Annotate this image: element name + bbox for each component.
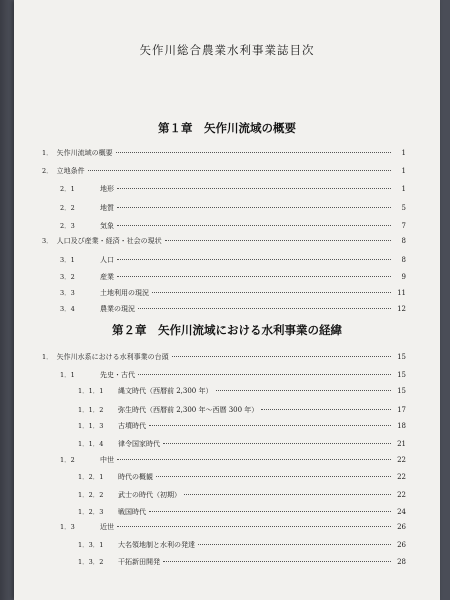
toc-entry-number: 3．2: [60, 273, 75, 281]
chapter-1-heading: 第１章 矢作川流域の概要: [158, 121, 296, 135]
toc-entry-label: 気象: [100, 222, 114, 230]
toc-entry-label: 戦国時代: [118, 508, 146, 516]
toc-entry-label: 干拓新田開発: [118, 558, 160, 566]
dot-leader: [149, 511, 391, 512]
toc-entry-number: 1．1: [60, 371, 75, 379]
toc-entry-number: 2．1: [60, 185, 75, 193]
toc-entry-label: 弥生時代（西暦前 2,300 年～西暦 300 年）: [118, 406, 259, 414]
toc-entry-label: 古墳時代: [118, 422, 146, 430]
toc-entry-number: 1．2．3: [78, 508, 104, 516]
dot-leader: [117, 276, 391, 277]
toc-entry-label: 産業: [100, 273, 114, 281]
toc-entry: [42, 352, 406, 364]
dot-leader: [163, 443, 391, 444]
toc-entry-number: 1．1．1: [78, 387, 104, 395]
dot-leader: [117, 188, 391, 189]
toc-entry: [60, 203, 406, 215]
toc-entry: [78, 490, 406, 502]
toc-entry: [60, 522, 406, 534]
toc-entry-label: 縄文時代（西暦前 2,300 年）: [118, 387, 213, 395]
toc-entry: [42, 236, 406, 248]
toc-entry-label: 地質: [100, 204, 114, 212]
dot-leader: [149, 425, 391, 426]
toc-entry-number: 2．3: [60, 222, 75, 230]
toc-entry-label: 時代の概観: [118, 473, 153, 481]
toc-entry-number: 1．: [42, 353, 53, 361]
dot-leader: [165, 240, 391, 241]
toc-entry: [42, 148, 406, 160]
dot-leader: [138, 308, 391, 309]
toc-entry: [78, 557, 406, 569]
dot-leader: [163, 561, 391, 562]
chapter-2-heading: 第２章 矢作川流域における水利事業の経緯: [112, 323, 342, 337]
toc-entry-label: 矢作川流域の概要: [56, 149, 113, 157]
toc-entry-label: 人口及び産業・経済・社会の現状: [56, 237, 162, 245]
dot-leader: [152, 292, 391, 293]
toc-entry-page-number: 22: [397, 491, 406, 499]
toc-entry: [78, 405, 406, 417]
toc-entry: [78, 540, 406, 552]
toc-entry-number: 1．2: [60, 456, 75, 464]
toc-entry: [60, 272, 406, 284]
toc-entry: [78, 386, 406, 398]
toc-entry: [78, 439, 406, 451]
dot-leader: [117, 526, 391, 527]
toc-entry-label: 先史・古代: [100, 371, 135, 379]
toc-entry-number: 1．1．4: [78, 440, 104, 448]
toc-entry-page-number: 24: [397, 508, 406, 516]
toc-entry-page-number: 11: [397, 289, 406, 297]
toc-entry: [60, 288, 406, 300]
toc-entry-number: 1．3．1: [78, 541, 104, 549]
toc-entry-page-number: 12: [397, 305, 406, 313]
toc-entry-number: 2．2: [60, 204, 75, 212]
toc-entry-label: 近世: [100, 523, 114, 531]
dot-leader: [138, 374, 391, 375]
toc-entry: [60, 184, 406, 196]
toc-entry: [60, 370, 406, 382]
toc-entry-page-number: 26: [397, 541, 406, 549]
toc-entry-label: 矢作川水系における水利事業の台頭: [56, 353, 169, 361]
toc-entry: [42, 166, 406, 178]
toc-entry-number: 3．4: [60, 305, 75, 313]
toc-entry-page-number: 22: [397, 473, 406, 481]
toc-entry-label: 律令国家時代: [118, 440, 160, 448]
toc-entry-number: 1．3．2: [78, 558, 104, 566]
dot-leader: [156, 476, 391, 477]
toc-entry-number: 1．3: [60, 523, 75, 531]
book-spine-edge: [0, 0, 14, 600]
toc-entry-page-number: 18: [397, 422, 406, 430]
toc-entry-number: 1．1．3: [78, 422, 104, 430]
dot-leader: [116, 152, 391, 153]
toc-entry-page-number: 8: [401, 256, 406, 264]
toc-entry-label: 人口: [100, 256, 114, 264]
toc-entry-page-number: 15: [397, 353, 406, 361]
dot-leader: [117, 459, 391, 460]
toc-entry-page-number: 1: [401, 149, 406, 157]
toc-entry-page-number: 8: [401, 237, 406, 245]
dot-leader: [184, 494, 391, 495]
toc-entry-page-number: 28: [397, 558, 406, 566]
toc-entry-label: 土地利用の現況: [100, 289, 149, 297]
dot-leader: [261, 409, 391, 410]
toc-entry-page-number: 1: [401, 185, 406, 193]
dot-leader: [198, 544, 391, 545]
dot-leader: [216, 390, 392, 391]
toc-entry-number: 3．3: [60, 289, 75, 297]
toc-entry-page-number: 7: [401, 222, 406, 230]
toc-entry: [60, 455, 406, 467]
dot-leader: [117, 259, 391, 260]
toc-entry-page-number: 5: [401, 204, 406, 212]
toc-entry-page-number: 9: [401, 273, 406, 281]
toc-entry-number: 1．2．1: [78, 473, 104, 481]
book-title: 矢作川総合農業水利事業誌目次: [139, 43, 315, 57]
toc-entry-number: 3．1: [60, 256, 75, 264]
toc-entry-number: 1．2．2: [78, 491, 104, 499]
toc-entry-page-number: 21: [397, 440, 406, 448]
toc-entry: [60, 304, 406, 316]
toc-entry: [78, 507, 406, 519]
toc-entry-label: 武士の時代（初期）: [118, 491, 181, 499]
document-page: [14, 0, 440, 600]
toc-entry: [78, 472, 406, 484]
toc-entry-label: 地形: [100, 185, 114, 193]
toc-entry-label: 立地条件: [56, 167, 85, 175]
toc-entry: [60, 221, 406, 233]
toc-entry-label: 大名領地制と水利の発達: [118, 541, 195, 549]
toc-entry-page-number: 22: [397, 456, 406, 464]
toc-entry-page-number: 26: [397, 523, 406, 531]
toc-entry-number: 3．: [42, 237, 53, 245]
toc-entry: [60, 255, 406, 267]
toc-entry-page-number: 17: [397, 406, 406, 414]
toc-entry-page-number: 15: [397, 371, 406, 379]
dot-leader: [88, 170, 391, 171]
toc-entry: [78, 421, 406, 433]
toc-entry-page-number: 1: [401, 167, 406, 175]
toc-entry-label: 農業の現況: [100, 305, 135, 313]
dot-leader: [172, 356, 391, 357]
dot-leader: [117, 225, 391, 226]
toc-entry-number: 1．: [42, 149, 53, 157]
toc-entry-number: 2．: [42, 167, 53, 175]
toc-entry-label: 中世: [100, 456, 114, 464]
dot-leader: [117, 207, 391, 208]
toc-entry-number: 1．1．2: [78, 406, 104, 414]
toc-entry-page-number: 15: [397, 387, 406, 395]
